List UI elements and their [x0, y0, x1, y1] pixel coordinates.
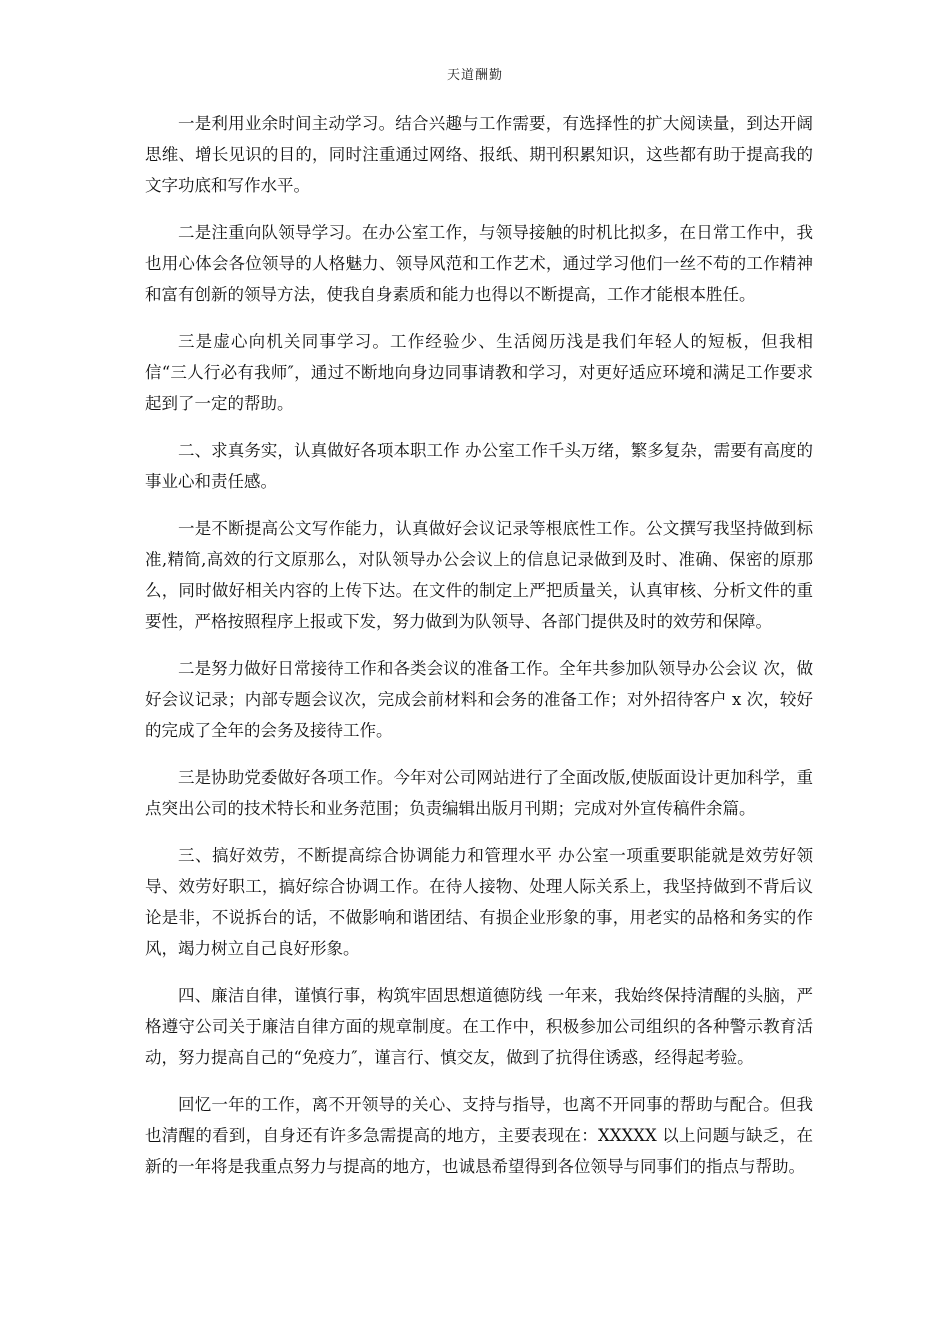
- paragraph-5: 一是不断提高公文写作能力，认真做好会议记录等根底性工作。公文撰写我坚持做到标准,精简,高效的行文原那么，对队领导办公会议上的信息记录做到及时、准确、保密的原那么，同时做好相关内容的上传下达。在文件的制定上严把质量关，认真审核、分析文件的重要性，严格按照程序上报或下发，努力做到为队领导、各部门提供及时的效劳和保障。: [145, 519, 813, 631]
- paragraph-9: 四、廉洁自律，谨慎行事，构筑牢固思想道德防线 一年来，我始终保持清醒的头脑，严格遵守公司关于廉洁自律方面的规章制度。在工作中，积极参加公司组织的各种警示教育活动，努力提高自己的“免疫力″，谨言行、慎交友，做到了抗得住诱惑，经得起考验。: [145, 986, 813, 1067]
- paragraph-4: 二、求真务实，认真做好各项本职工作 办公室工作千头万绪，繁多复杂，需要有高度的事业心和责任感。: [145, 441, 813, 491]
- paragraph-1: 一是利用业余时间主动学习。结合兴趣与工作需要，有选择性的扩大阅读量，到达开阔思维、增长见识的目的，同时注重通过网络、报纸、期刊积累知识，这些都有助于提高我的文字功底和写作水平。: [145, 114, 813, 195]
- page-header: 天道酬勤: [446, 68, 503, 83]
- document-body: [145, 108, 813, 1198]
- paragraph-3: 三是虚心向机关同事学习。工作经验少、生活阅历浅是我们年轻人的短板，但我相信“三人行必有我师″，通过不断地向身边同事请教和学习，对更好适应环境和满足工作要求起到了一定的帮助。: [145, 332, 813, 413]
- paragraph-2: 二是注重向队领导学习。在办公室工作，与领导接触的时机比拟多，在日常工作中，我也用心体会各位领导的人格魅力、领导风范和工作艺术，通过学习他们一丝不苟的工作精神和富有创新的领导方法，使我自身素质和能力也得以不断提高，工作才能根本胜任。: [145, 223, 813, 304]
- paragraph-7: 三是协助党委做好各项工作。今年对公司网站进行了全面改版,使版面设计更加科学，重点突出公司的技术特长和业务范围；负责编辑出版月刊期；完成对外宣传稿件余篇。: [145, 768, 813, 818]
- paragraph-8: 三、搞好效劳，不断提高综合协调能力和管理水平 办公室一项重要职能就是效劳好领导、效劳好职工，搞好综合协调工作。在待人接物、处理人际关系上，我坚持做到不背后议论是非，不说拆台的话，不做影响和谐团结、有损企业形象的事，用老实的品格和务实的作风，竭力树立自己良好形象。: [145, 846, 813, 958]
- paragraph-10: 回忆一年的工作，离不开领导的关心、支持与指导，也离不开同事的帮助与配合。但我也清醒的看到，自身还有许多急需提高的地方，主要表现在：XXXXX 以上问题与缺乏，在新的一年将是我重点努力与提高的地方，也诚恳希望得到各位领导与同事们的指点与帮助。: [145, 1095, 813, 1176]
- paragraph-6: 二是努力做好日常接待工作和各类会议的准备工作。全年共参加队领导办公会议 次，做好会议记录；内部专题会议次，完成会前材料和会务的准备工作；对外招待客户 x 次，较好的完成了全年的会务及接待工作。: [145, 659, 813, 740]
